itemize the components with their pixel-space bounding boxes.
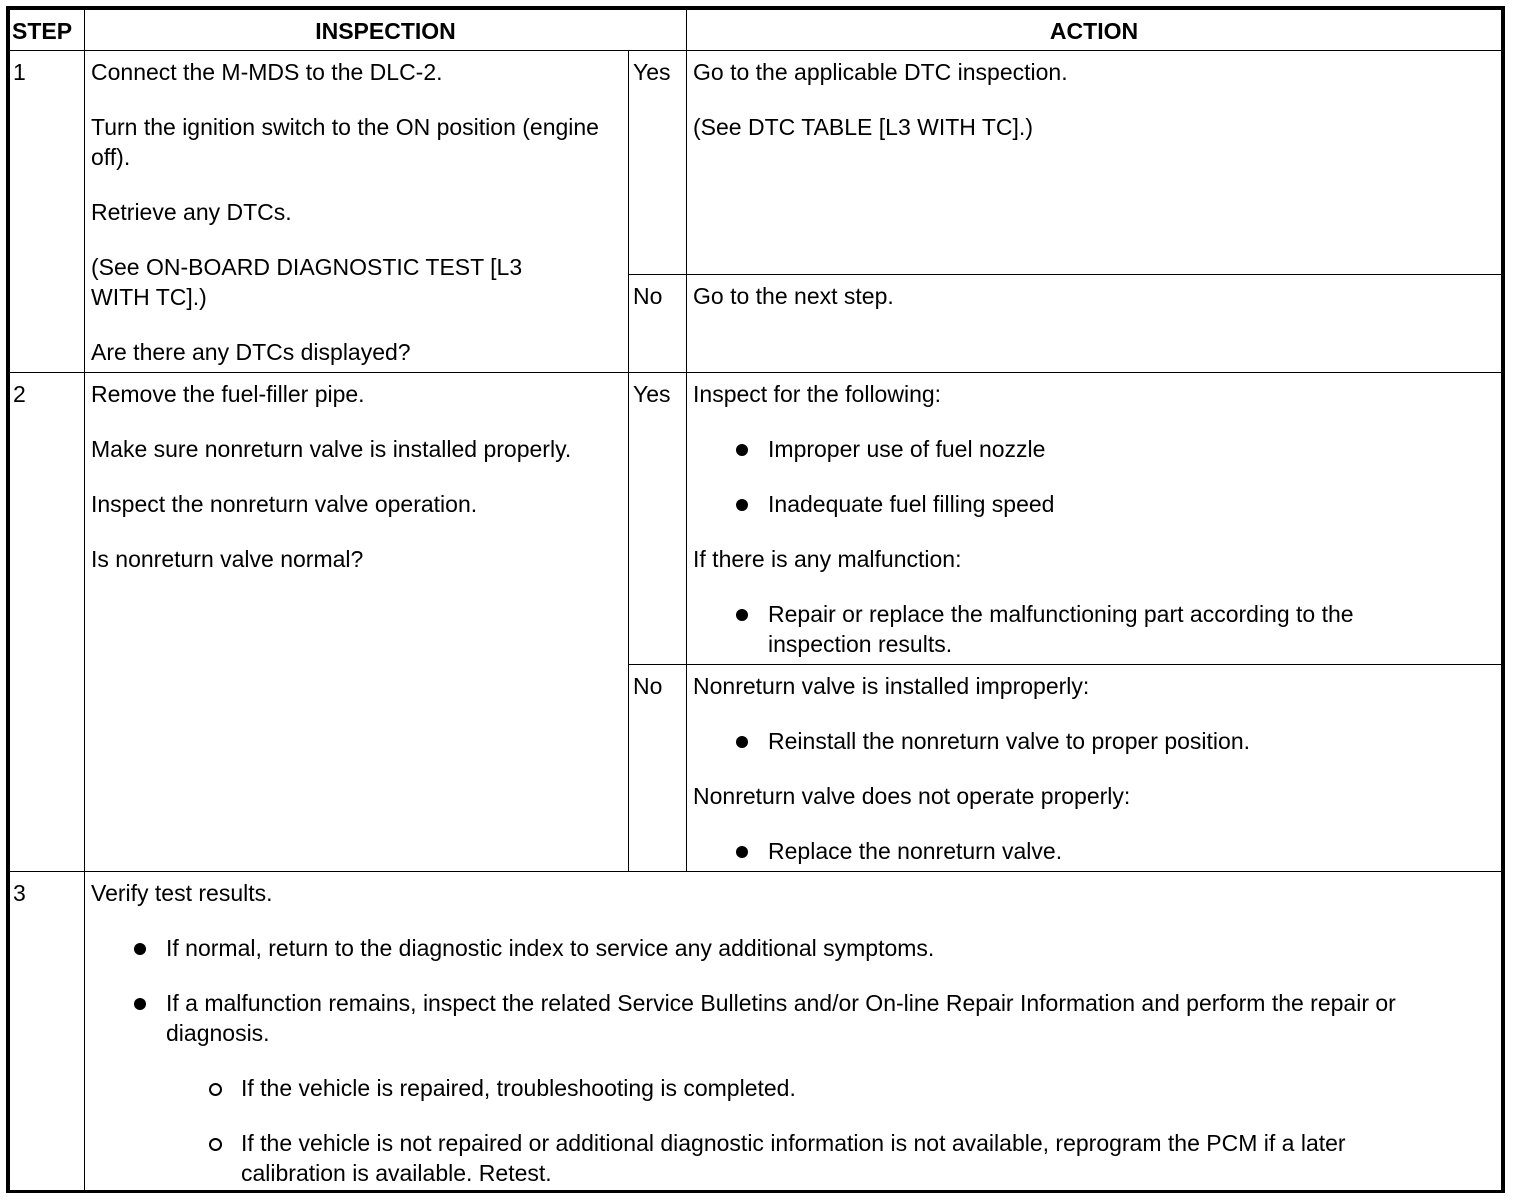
step-2-yes-row [10,373,1502,665]
step-2-no-case2-list [693,836,1495,866]
list-item: Reinstall the nonreturn valve to proper position. [768,726,1495,756]
header-action: ACTION [687,10,1502,51]
step-1-inspection-line: Connect the M-MDS to the DLC-2. [91,59,443,85]
step-2-yes-bullet-list [693,434,1495,519]
list-item: Improper use of fuel nozzle [768,434,1495,464]
step-2-no-action [687,665,1502,872]
step-2-inspection-line: Make sure nonreturn valve is installed properly. [91,436,572,462]
step-3-intro: Verify test results. [91,880,273,906]
step-3-row [10,872,1502,1193]
step-2-yes-malfunction-list [693,599,1495,659]
step-2-no-label: No [629,665,687,872]
step-1-inspection-line: Turn the ignition switch to the ON position (engine off). [91,114,599,170]
step-2-no-case1-list [693,726,1495,756]
step-1-inspection-line: Retrieve any DTCs. [91,199,292,225]
diagnostic-table-frame [6,6,1505,1193]
step-3-bullet-list [91,933,1495,1048]
step-2-inspection-line: Remove the fuel-filler pipe. [91,381,365,407]
list-item: If the vehicle is not repaired or additional diagnostic information is not available, reprogram the PCM if a later calibration is available. Retest. [241,1128,1495,1188]
step-2-yes-label: Yes [629,373,687,665]
step-1-inspection-question: Are there any DTCs displayed? [91,339,411,365]
step-2-yes-action [687,373,1502,665]
step-2-yes-malfunction: If there is any malfunction: [693,546,962,572]
step-1-no-action [687,275,1502,373]
step-2-inspection [85,373,629,872]
step-3-content [85,872,1502,1193]
step-1-yes-label: Yes [629,51,687,275]
header-step: STEP [10,10,85,51]
step-3-sub-bullet-list [91,1073,1495,1188]
list-item: If a malfunction remains, inspect the related Service Bulletins and/or On-line Repair Information and perform the repair or diagnosis. [166,988,1495,1048]
step-1-no-action-line: Go to the next step. [693,283,894,309]
step-3-number: 3 [10,872,85,1193]
list-item: If normal, return to the diagnostic index to service any additional symptoms. [166,933,1495,963]
list-item: Repair or replace the malfunctioning part according to the inspection results. [768,599,1495,659]
step-1-number: 1 [10,51,85,373]
header-inspection: INSPECTION [85,10,687,51]
list-item: Replace the nonreturn valve. [768,836,1495,866]
step-2-inspection-line: Inspect the nonreturn valve operation. [91,491,478,517]
step-2-no-case2: Nonreturn valve does not operate properly: [693,783,1131,809]
step-2-inspection-question: Is nonreturn valve normal? [91,546,364,572]
step-1-no-label: No [629,275,687,373]
step-1-inspection [85,51,629,373]
step-2-yes-intro: Inspect for the following: [693,381,942,407]
step-2-number: 2 [10,373,85,872]
step-2-no-case1: Nonreturn valve is installed improperly: [693,673,1090,699]
diagnostic-table [9,9,1502,1193]
list-item: If the vehicle is repaired, troubleshooting is completed. [241,1073,1495,1103]
step-1-yes-action [687,51,1502,275]
step-1-yes-action-reference: (See DTC TABLE [L3 WITH TC].) [693,114,1033,140]
list-item: Inadequate fuel filling speed [768,489,1495,519]
step-1-yes-row [10,51,1502,275]
step-1-yes-action-line: Go to the applicable DTC inspection. [693,59,1068,85]
header-row [10,10,1502,51]
step-1-inspection-line: (See ON-BOARD DIAGNOSTIC TEST [L3 WITH TC].) [91,254,523,310]
